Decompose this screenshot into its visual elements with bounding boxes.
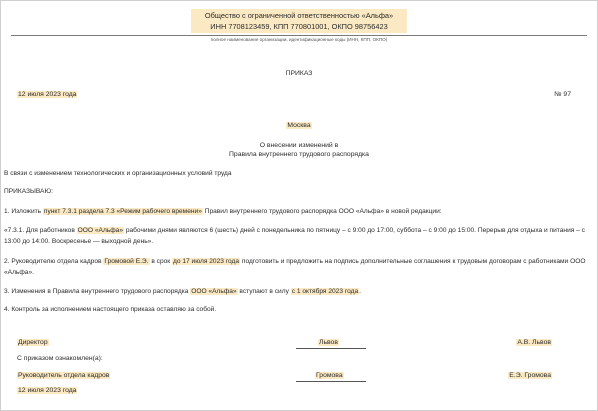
order-subject-line-1: О внесении изменений в (259, 142, 339, 149)
director-signature: Львов (319, 339, 338, 346)
organization-block (1, 9, 597, 33)
hr-head-signature: Громова (316, 372, 343, 379)
director-full-name: А.В. Львов (517, 339, 551, 346)
hr-signature-line (296, 381, 366, 382)
organization-underline (11, 35, 587, 36)
director-title: Директор (18, 339, 48, 346)
order-subject-line-2: Правила внутреннего трудового распорядка (229, 151, 369, 158)
order-date: 12 июля 2023 года (18, 91, 77, 98)
order-item-1-text: «7.3.1. Для работников ООО «Альфа» рабочими днями являются 6 (шесть) дней с понедельника по пятницу – с 9:00 до 17:00, суббота – с 9:00 до 15:00. Перерыв для отдыха и питания – с 13:00 до 14:00. Воскресенье — выходной день». (4, 227, 585, 245)
order-item-4: 4. Контроль за исполнением настоящего приказа оставляю за собой. (4, 306, 217, 313)
order-item-1: 1. Изложить пункт 7.3.1 раздела 7.3 «Режим рабочего времени» Правил внутреннего трудового распорядка ООО «Альфа» в новой редакции: (4, 208, 442, 215)
director-signature-line (296, 348, 366, 349)
acquainted-label: С приказом ознакомлен(а): (17, 355, 103, 362)
organization-codes: ИНН 7708123459, КПП 770801001, ОКПО 98756423 (210, 22, 388, 31)
organization-name: Общество с ограниченной ответственностью «Альфа» (204, 11, 394, 20)
order-item-2: 2. Руководителю отдела кадров Громовой Е.Э. в срок до 17 июля 2023 года подготовить и предложить на подпись дополнительные соглашения к трудовым договорам с работниками ООО «Альфа». (4, 258, 586, 276)
document-title: ПРИКАЗ (285, 70, 313, 77)
hr-acquaint-date: 12 июля 2023 года (18, 387, 77, 394)
organization-caption: полное наименование организации, идентификационные коды (ИНН, КПП, ОКПО) (210, 37, 388, 42)
city: Москва (287, 122, 311, 129)
order-word: ПРИКАЗЫВАЮ: (4, 188, 53, 195)
hr-head-full-name: Е.Э. Громова (509, 372, 551, 379)
order-number: № 97 (554, 91, 571, 98)
order-item-3: 3. Изменения в Правила внутреннего трудового распорядка ООО «Альфа» вступают в силу с 1 октября 2023 года. (4, 288, 361, 295)
order-reason: В связи с изменением технологических и организационных условий труда (4, 170, 232, 177)
hr-head-title: Руководитель отдела кадров (18, 372, 110, 379)
